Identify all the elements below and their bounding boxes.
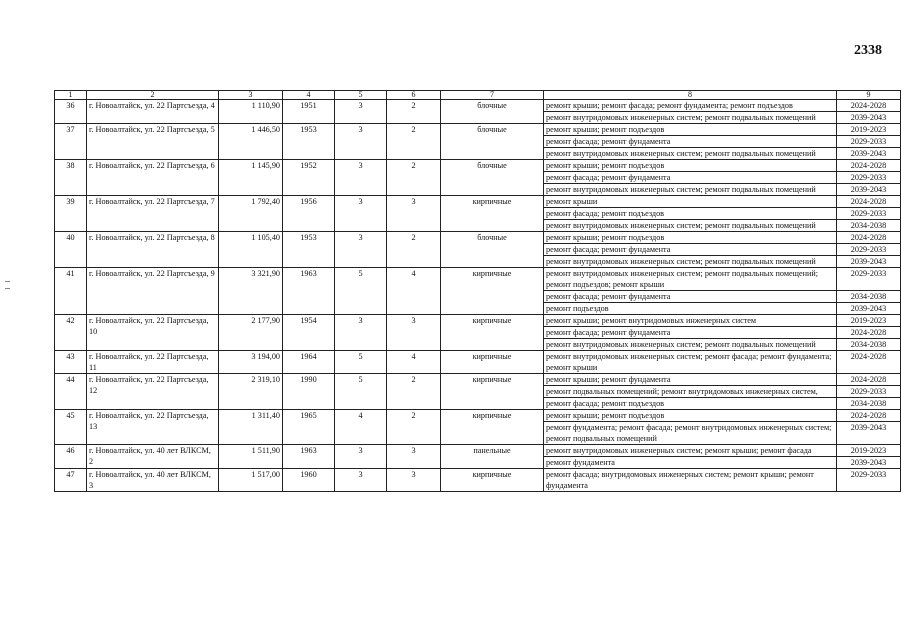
repair-work: ремонт подвальных помещений; ремонт внутридомовых инженерных систем, — [544, 386, 837, 398]
repair-period: 2019-2023 — [837, 315, 901, 327]
house-address: г. Новоалтайск, ул. 22 Партсъезда, 13 — [87, 410, 219, 445]
margin-tick — [5, 288, 10, 289]
column-number: 7 — [441, 91, 544, 100]
entrance-count: 2 — [387, 124, 441, 160]
repair-work: ремонт подъездов — [544, 303, 837, 315]
repair-period: 2039-2043 — [837, 256, 901, 268]
repair-period: 2039-2043 — [837, 422, 901, 445]
house-area: 2 177,90 — [219, 315, 283, 351]
repair-work: ремонт крыши; ремонт подъездов — [544, 232, 837, 244]
entrance-count: 3 — [387, 469, 441, 492]
build-year: 1953 — [283, 124, 335, 160]
build-year: 1964 — [283, 351, 335, 374]
house-address: г. Новоалтайск, ул. 22 Партсъезда, 12 — [87, 374, 219, 410]
floor-count: 3 — [335, 445, 387, 469]
floor-count: 5 — [335, 268, 387, 315]
repair-work: ремонт внутридомовых инженерных систем; ремонт фасада; ремонт фундамента; ремонт крыши — [544, 351, 837, 374]
table-row — [55, 374, 901, 386]
repair-work: ремонт крыши; ремонт внутридомовых инженерных систем — [544, 315, 837, 327]
build-year: 1953 — [283, 232, 335, 268]
repair-period: 2024-2028 — [837, 410, 901, 422]
repair-work: ремонт крыши; ремонт подъездов — [544, 124, 837, 136]
table-row — [55, 100, 901, 112]
wall-material: панельные — [441, 445, 544, 469]
repair-period: 2019-2023 — [837, 124, 901, 136]
table-row — [55, 410, 901, 422]
repair-period: 2034-2038 — [837, 398, 901, 410]
entrance-count: 2 — [387, 160, 441, 196]
repair-period: 2039-2043 — [837, 112, 901, 124]
repair-work: ремонт фасада; ремонт подъездов — [544, 398, 837, 410]
housing-repair-table — [54, 90, 901, 492]
house-address: г. Новоалтайск, ул. 22 Партсъезда, 11 — [87, 351, 219, 374]
house-area: 1 511,90 — [219, 445, 283, 469]
house-address: г. Новоалтайск, ул. 40 лет ВЛКСМ, 3 — [87, 469, 219, 492]
wall-material: кирпичные — [441, 268, 544, 315]
repair-work: ремонт крыши; ремонт фундамента — [544, 374, 837, 386]
repair-period: 2029-2033 — [837, 136, 901, 148]
entrance-count: 4 — [387, 351, 441, 374]
entrance-count: 2 — [387, 374, 441, 410]
repair-work: ремонт внутридомовых инженерных систем; ремонт подвальных помещений — [544, 184, 837, 196]
build-year: 1956 — [283, 196, 335, 232]
house-area: 1 311,40 — [219, 410, 283, 445]
table-row — [55, 124, 901, 136]
house-area: 1 105,40 — [219, 232, 283, 268]
repair-work: ремонт фундамента — [544, 457, 837, 469]
house-address: г. Новоалтайск, ул. 22 Партсъезда, 8 — [87, 232, 219, 268]
wall-material: кирпичные — [441, 410, 544, 445]
repair-period: 2029-2033 — [837, 469, 901, 492]
repair-work: ремонт внутридомовых инженерных систем; ремонт подвальных помещений — [544, 256, 837, 268]
house-area: 1 517,00 — [219, 469, 283, 492]
repair-work: ремонт крыши; ремонт подъездов — [544, 160, 837, 172]
floor-count: 3 — [335, 100, 387, 124]
entrance-count: 4 — [387, 268, 441, 315]
repair-period: 2024-2028 — [837, 327, 901, 339]
record-number: 44 — [55, 374, 87, 410]
repair-work: ремонт внутридомовых инженерных систем; ремонт подвальных помещений — [544, 112, 837, 124]
repair-work: ремонт внутридомовых инженерных систем; ремонт подвальных помещений — [544, 339, 837, 351]
wall-material: кирпичные — [441, 196, 544, 232]
wall-material: кирпичные — [441, 351, 544, 374]
house-address: г. Новоалтайск, ул. 22 Партсъезда, 6 — [87, 160, 219, 196]
wall-material: кирпичные — [441, 469, 544, 492]
repair-period: 2029-2033 — [837, 244, 901, 256]
column-number: 9 — [837, 91, 901, 100]
repair-work: ремонт фасада; ремонт фундамента — [544, 244, 837, 256]
floor-count: 3 — [335, 196, 387, 232]
record-number: 42 — [55, 315, 87, 351]
build-year: 1963 — [283, 268, 335, 315]
record-number: 41 — [55, 268, 87, 315]
table-row — [55, 445, 901, 457]
repair-work: ремонт фасада; ремонт фундамента — [544, 327, 837, 339]
entrance-count: 2 — [387, 410, 441, 445]
repair-period: 2039-2043 — [837, 457, 901, 469]
repair-period: 2039-2043 — [837, 148, 901, 160]
build-year: 1965 — [283, 410, 335, 445]
entrance-count: 2 — [387, 232, 441, 268]
build-year: 1954 — [283, 315, 335, 351]
entrance-count: 3 — [387, 445, 441, 469]
repair-period: 2029-2033 — [837, 208, 901, 220]
house-address: г. Новоалтайск, ул. 22 Партсъезда, 7 — [87, 196, 219, 232]
table-row — [55, 196, 901, 208]
repair-work: ремонт фасада; ремонт фундамента — [544, 136, 837, 148]
repair-period: 2024-2028 — [837, 374, 901, 386]
repair-period: 2039-2043 — [837, 184, 901, 196]
entrance-count: 3 — [387, 315, 441, 351]
floor-count: 3 — [335, 232, 387, 268]
repair-work: ремонт фасада; ремонт фундамента — [544, 172, 837, 184]
repair-period: 2024-2028 — [837, 100, 901, 112]
repair-work: ремонт фасада; ремонт подъездов — [544, 208, 837, 220]
table-row — [55, 351, 901, 374]
wall-material: кирпичные — [441, 374, 544, 410]
wall-material: кирпичные — [441, 315, 544, 351]
floor-count: 3 — [335, 315, 387, 351]
repair-period: 2034-2038 — [837, 339, 901, 351]
column-number: 8 — [544, 91, 837, 100]
record-number: 46 — [55, 445, 87, 469]
repair-period: 2024-2028 — [837, 160, 901, 172]
floor-count: 4 — [335, 410, 387, 445]
repair-work: ремонт внутридомовых инженерных систем; ремонт подвальных помещений; ремонт подъездов; ремонт крыши — [544, 268, 837, 291]
column-number: 1 — [55, 91, 87, 100]
build-year: 1963 — [283, 445, 335, 469]
record-number: 40 — [55, 232, 87, 268]
column-number-row — [55, 91, 901, 100]
build-year: 1990 — [283, 374, 335, 410]
column-number: 6 — [387, 91, 441, 100]
table-row — [55, 268, 901, 291]
repair-period: 2029-2033 — [837, 172, 901, 184]
repair-period: 2029-2033 — [837, 386, 901, 398]
record-number: 39 — [55, 196, 87, 232]
house-area: 2 319,10 — [219, 374, 283, 410]
repair-work: ремонт фасада; внутридомовых инженерных систем; ремонт крыши; ремонт фундамента — [544, 469, 837, 492]
wall-material: блочные — [441, 160, 544, 196]
repair-period: 2024-2028 — [837, 232, 901, 244]
floor-count: 3 — [335, 124, 387, 160]
house-address: г. Новоалтайск, ул. 22 Партсъезда, 4 — [87, 100, 219, 124]
repair-work: ремонт крыши; ремонт подъездов — [544, 410, 837, 422]
record-number: 36 — [55, 100, 87, 124]
page-number: 2338 — [854, 43, 882, 58]
record-number: 47 — [55, 469, 87, 492]
house-address: г. Новоалтайск, ул. 22 Партсъезда, 10 — [87, 315, 219, 351]
column-number: 4 — [283, 91, 335, 100]
record-number: 37 — [55, 124, 87, 160]
table-row — [55, 315, 901, 327]
repair-work: ремонт внутридомовых инженерных систем; ремонт подвальных помещений — [544, 220, 837, 232]
column-number: 3 — [219, 91, 283, 100]
floor-count: 3 — [335, 160, 387, 196]
wall-material: блочные — [441, 124, 544, 160]
table-row — [55, 469, 901, 492]
column-number: 5 — [335, 91, 387, 100]
wall-material: блочные — [441, 232, 544, 268]
repair-work: ремонт фасада; ремонт фундамента — [544, 291, 837, 303]
floor-count: 3 — [335, 469, 387, 492]
repair-period: 2034-2038 — [837, 291, 901, 303]
house-address: г. Новоалтайск, ул. 40 лет ВЛКСМ, 2 — [87, 445, 219, 469]
house-area: 1 446,50 — [219, 124, 283, 160]
house-area: 1 792,40 — [219, 196, 283, 232]
repair-period: 2024-2028 — [837, 351, 901, 374]
column-number: 2 — [87, 91, 219, 100]
house-area: 3 321,90 — [219, 268, 283, 315]
repair-work: ремонт внутридомовых инженерных систем; ремонт крыши; ремонт фасада — [544, 445, 837, 457]
build-year: 1951 — [283, 100, 335, 124]
wall-material: блочные — [441, 100, 544, 124]
repair-work: ремонт крыши; ремонт фасада; ремонт фундамента; ремонт подъездов — [544, 100, 837, 112]
house-address: г. Новоалтайск, ул. 22 Партсъезда, 5 — [87, 124, 219, 160]
house-address: г. Новоалтайск, ул. 22 Партсъезда, 9 — [87, 268, 219, 315]
floor-count: 5 — [335, 374, 387, 410]
table-row — [55, 232, 901, 244]
entrance-count: 3 — [387, 196, 441, 232]
repair-work: ремонт внутридомовых инженерных систем; ремонт подвальных помещений — [544, 148, 837, 160]
repair-period: 2034-2038 — [837, 220, 901, 232]
record-number: 43 — [55, 351, 87, 374]
repair-work: ремонт фундамента; ремонт фасада; ремонт внутридомовых инженерных систем; ремонт подвальных помещений — [544, 422, 837, 445]
record-number: 38 — [55, 160, 87, 196]
build-year: 1952 — [283, 160, 335, 196]
repair-period: 2039-2043 — [837, 303, 901, 315]
table-row — [55, 160, 901, 172]
house-area: 1 110,90 — [219, 100, 283, 124]
record-number: 45 — [55, 410, 87, 445]
build-year: 1960 — [283, 469, 335, 492]
margin-tick — [5, 281, 10, 282]
repair-period: 2019-2023 — [837, 445, 901, 457]
entrance-count: 2 — [387, 100, 441, 124]
repair-work: ремонт крыши — [544, 196, 837, 208]
house-area: 1 145,90 — [219, 160, 283, 196]
house-area: 3 194,00 — [219, 351, 283, 374]
repair-period: 2029-2033 — [837, 268, 901, 291]
floor-count: 5 — [335, 351, 387, 374]
repair-period: 2024-2028 — [837, 196, 901, 208]
